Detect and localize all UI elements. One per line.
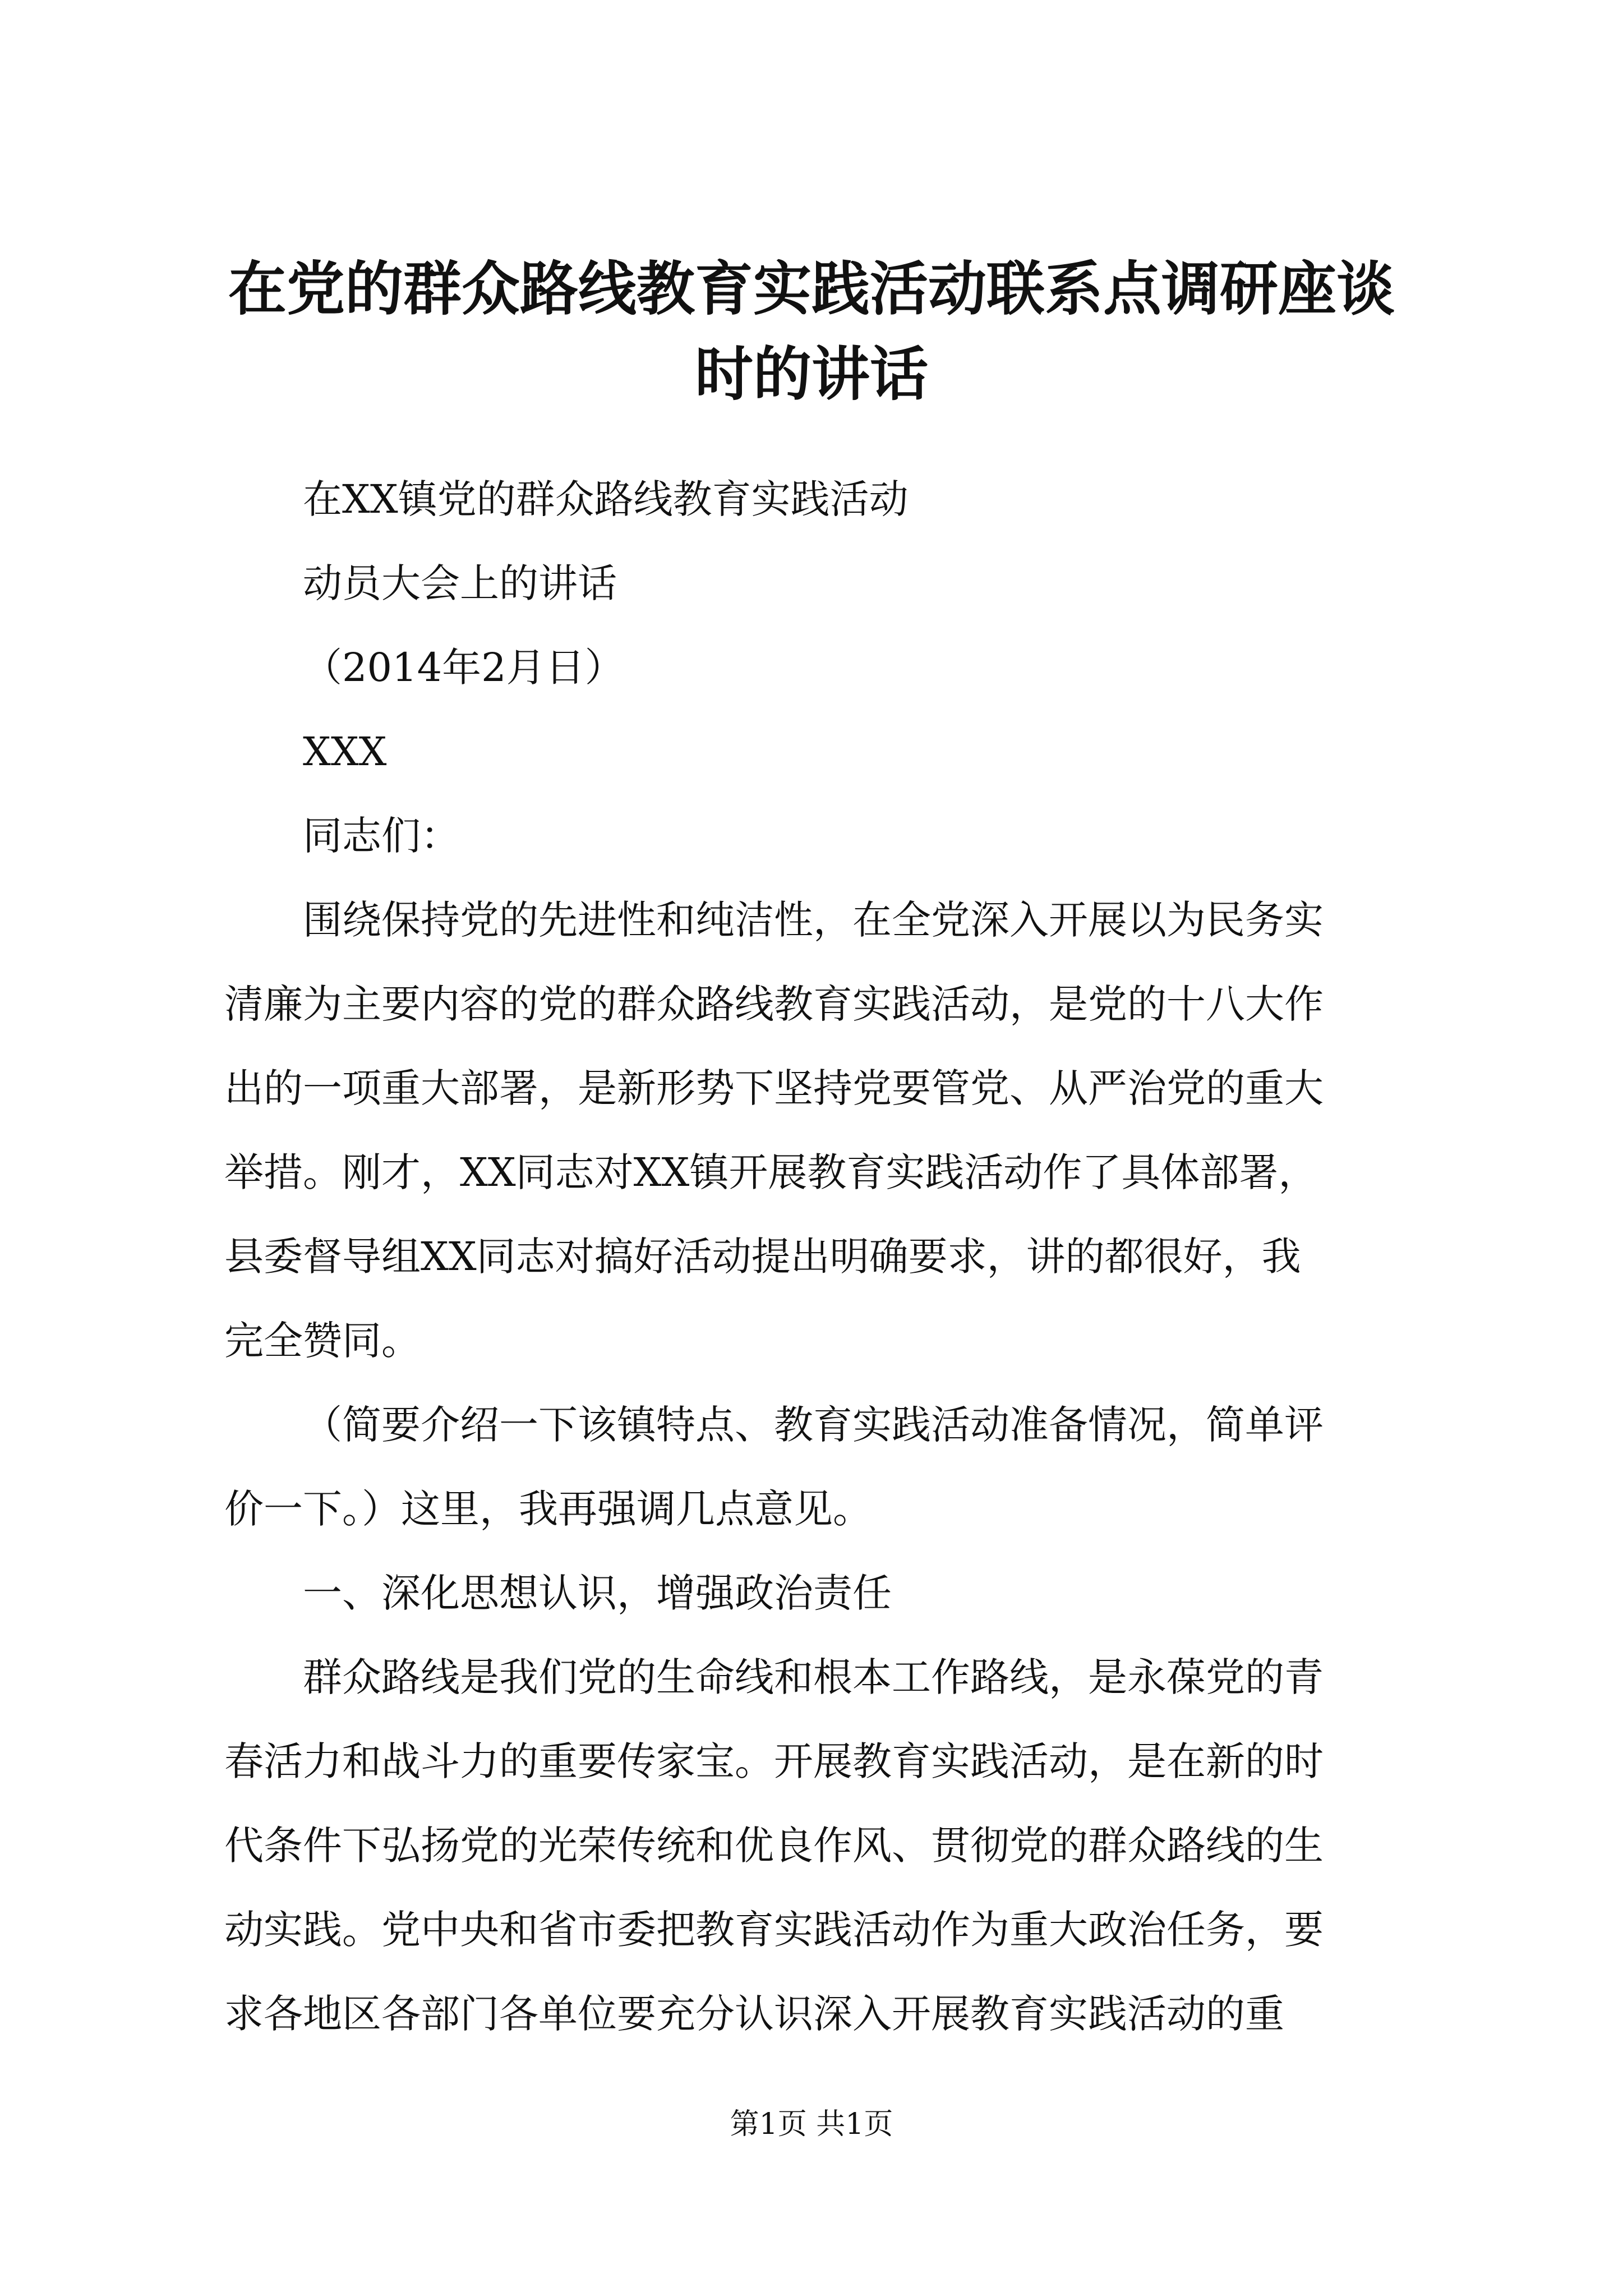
subtitle-line-1: 在XX镇党的群众路线教育实践活动 — [303, 476, 909, 522]
speech-date: （2014年2月日） — [303, 645, 624, 691]
speaker-name: XXX — [303, 729, 387, 775]
paragraph-1-line-5: 县委督导组XX同志对搞好活动提出明确要求，讲的都很好，我 — [224, 1234, 1301, 1280]
paragraph-3-line-1: 群众路线是我们党的生命线和根本工作路线，是永葆党的青 — [303, 1654, 1324, 1700]
paragraph-1-line-6: 完全赞同。 — [224, 1318, 421, 1364]
paragraph-1-line-3: 出的一项重大部署，是新形势下坚持党要管党、从严治党的重大 — [224, 1065, 1324, 1111]
paragraph-1-line-2: 清廉为主要内容的党的群众路线教育实践活动，是党的十八大作 — [224, 981, 1324, 1027]
document-title-line-1: 在党的群众路线教育实践活动联系点调研座谈 — [228, 254, 1395, 323]
section-1-heading: 一、深化思想认识，增强政治责任 — [303, 1570, 892, 1616]
page-number-footer: 第1页 共1页 — [730, 2108, 893, 2141]
document-title-line-2: 时的讲话 — [694, 339, 928, 408]
paragraph-3-line-5: 求各地区各部门各单位要充分认识深入开展教育实践活动的重 — [224, 1991, 1284, 2037]
paragraph-3-line-3: 代条件下弘扬党的光荣传统和优良作风、贯彻党的群众路线的生 — [224, 1823, 1324, 1869]
paragraph-1-line-1: 围绕保持党的先进性和纯洁性，在全党深入开展以为民务实 — [303, 897, 1324, 943]
paragraph-3-line-2: 春活力和战斗力的重要传家宝。开展教育实践活动，是在新的时 — [224, 1738, 1324, 1784]
paragraph-2-line-1: （简要介绍一下该镇特点、教育实践活动准备情况，简单评 — [303, 1402, 1324, 1448]
paragraph-3-line-4: 动实践。党中央和省市委把教育实践活动作为重大政治任务，要 — [224, 1907, 1324, 1953]
paragraph-1-line-4: 举措。刚才，XX同志对XX镇开展教育实践活动作了具体部署， — [224, 1149, 1318, 1195]
paragraph-2-line-2: 价一下。）这里，我再强调几点意见。 — [224, 1486, 872, 1532]
subtitle-line-2: 动员大会上的讲话 — [303, 560, 617, 606]
salutation: 同志们： — [303, 813, 460, 859]
